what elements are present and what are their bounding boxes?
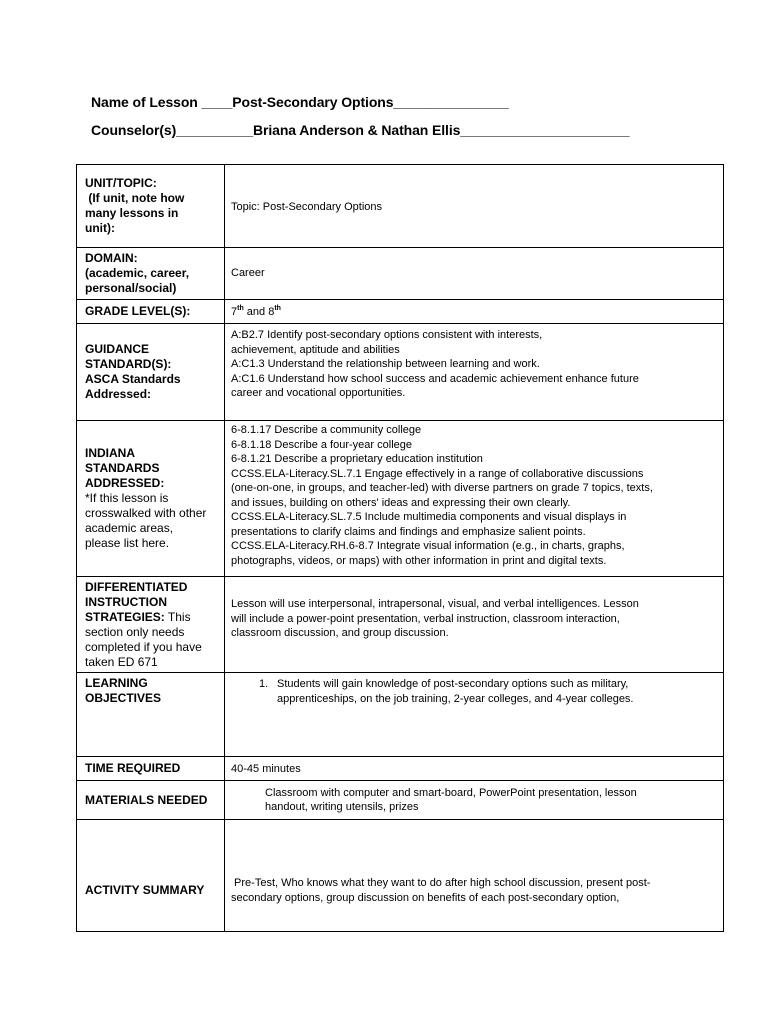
grade-sup: th — [274, 304, 281, 312]
domain-label-line: (academic, career, — [85, 266, 190, 280]
unit-label-line: many lessons in — [85, 206, 179, 220]
domain-text: Career — [231, 267, 265, 280]
indiana-line: and issues, building on others' ideas and expressing their own clearly. — [231, 496, 571, 509]
differentiated-label — [77, 577, 225, 673]
activity-line: secondary options, group discussion on benefits of each post-secondary option, — [231, 891, 620, 904]
indiana-line: 6-8.1.17 Describe a community college — [231, 424, 422, 436]
indiana-line: CCSS.ELA-Literacy.RH.6-8.7 Integrate visual information (e.g., in charts, graphs, — [231, 540, 625, 552]
differentiated-line: will include a power-point presentation, verbal instruction, classroom interaction, — [231, 612, 620, 625]
activity-line: Pre-Test, Who knows what they want to do after high school discussion, present post- — [231, 877, 651, 889]
indiana-note-line: crosswalked with other — [85, 506, 207, 520]
differentiated-line: classroom discussion, and group discussion. — [231, 627, 449, 639]
row-learning-objectives — [77, 673, 724, 757]
differentiated-value — [225, 577, 724, 673]
indiana-line: CCSS.ELA-Literacy.SL.7.5 Include multimedia components and visual displays in — [231, 511, 627, 523]
guidance-label-line: GUIDANCE — [85, 342, 150, 356]
indiana-line: CCSS.ELA-Literacy.SL.7.1 Engage effectively in a range of collaborative discussions — [231, 467, 644, 480]
unit-label-line: (If unit, note how — [85, 191, 185, 205]
guidance-line: career and vocational opportunities. — [231, 387, 406, 399]
row-time-required — [77, 757, 724, 781]
grade-level-label: GRADE LEVEL(S): — [77, 300, 225, 324]
objectives-label-line: LEARNING — [85, 676, 148, 690]
domain-label-line: personal/social) — [85, 281, 177, 295]
indiana-note-line: please list here. — [85, 536, 170, 550]
differentiated-note-line: section only needs — [85, 625, 185, 639]
lesson-name-line: Name of Lesson ____Post-Secondary Options_______________ — [91, 94, 509, 110]
row-unit-topic — [77, 165, 724, 248]
differentiated-line: Lesson will use interpersonal, intrapersonal, visual, and verbal intelligences. Lesson — [231, 598, 639, 610]
unit-topic-text: Topic: Post-Secondary Options — [231, 200, 383, 213]
objective-number: 1. — [259, 678, 269, 690]
indiana-line: (one-on-one, in groups, and teacher-led) with diverse partners on grade 7 topics, texts, — [231, 482, 653, 494]
differentiated-label-line: STRATEGIES: — [85, 610, 165, 624]
time-text: 40-45 minutes — [231, 762, 301, 775]
objective-item — [259, 677, 718, 706]
grade-sup: th — [237, 304, 244, 312]
objectives-label-line: OBJECTIVES — [85, 691, 162, 705]
domain-label — [77, 248, 225, 300]
objectives-value — [225, 673, 724, 757]
row-differentiated-instruction — [77, 577, 724, 673]
unit-topic-value — [225, 165, 724, 248]
differentiated-label-line: DIFFERENTIATED — [85, 580, 188, 594]
differentiated-note-line: taken ED 671 — [85, 655, 158, 669]
guidance-label-line: ASCA Standards — [85, 372, 181, 386]
row-guidance-standards — [77, 324, 724, 421]
objective-text: Students will gain knowledge of post-secondary options such as military, — [277, 678, 629, 690]
indiana-line: 6-8.1.18 Describe a four-year college — [231, 438, 412, 451]
grade-level-value — [225, 300, 724, 324]
objective-text: apprenticeships, on the job training, 2-year colleges, and 4-year colleges. — [277, 692, 634, 705]
materials-line: handout, writing utensils, prizes — [265, 801, 419, 813]
guidance-line: achievement, aptitude and abilities — [231, 343, 400, 356]
time-value — [225, 757, 724, 781]
row-indiana-standards — [77, 421, 724, 577]
materials-label: MATERIALS NEEDED — [77, 781, 225, 820]
activity-label: ACTIVITY SUMMARY — [77, 820, 225, 932]
indiana-value — [225, 421, 724, 577]
indiana-label — [77, 421, 225, 577]
indiana-line: 6-8.1.21 Describe a proprietary education institution — [231, 453, 483, 465]
guidance-line: A:C1.3 Understand the relationship between learning and work. — [231, 358, 540, 370]
guidance-label-line: Addressed: — [85, 387, 152, 401]
differentiated-note-line: completed if you have — [85, 640, 202, 654]
differentiated-note: This — [164, 610, 191, 624]
objectives-label — [77, 673, 225, 757]
grade-eighth: and 8 — [243, 305, 275, 318]
indiana-line: presentations to clarify claims and findings and emphasize salient points. — [231, 525, 586, 538]
guidance-value — [225, 324, 724, 421]
domain-value — [225, 248, 724, 300]
unit-label-line: unit): — [85, 221, 115, 235]
materials-value — [225, 781, 724, 820]
unit-label-line: UNIT/TOPIC: — [85, 176, 157, 190]
indiana-label-line: ADDRESSED: — [85, 476, 165, 490]
row-grade-level — [77, 300, 724, 324]
materials-line: Classroom with computer and smart-board, PowerPoint presentation, lesson — [265, 786, 637, 799]
activity-value — [225, 820, 724, 932]
indiana-note-line: academic areas, — [85, 521, 174, 535]
time-label: TIME REQUIRED — [77, 757, 225, 781]
grade-seventh: 7 — [231, 305, 238, 318]
row-materials-needed — [77, 781, 724, 820]
counselor-line: Counselor(s)__________Briana Anderson & Nathan Ellis______________________ — [91, 122, 630, 138]
indiana-label-line: STANDARDS — [85, 461, 160, 475]
differentiated-label-line: INSTRUCTION — [85, 595, 167, 609]
row-activity-summary — [77, 820, 724, 932]
domain-label-line: DOMAIN: — [85, 251, 138, 265]
row-domain — [77, 248, 724, 300]
indiana-note-line: *If this lesson is — [85, 491, 169, 505]
unit-topic-label — [77, 165, 225, 248]
indiana-line: photographs, videos, or maps) with other information in print and digital texts. — [231, 554, 607, 567]
guidance-line: A:B2.7 Identify post-secondary options consistent with interests, — [231, 329, 543, 341]
indiana-label-line: INDIANA — [85, 446, 135, 460]
lesson-plan-table — [76, 164, 724, 932]
guidance-line: A:C1.6 Understand how school success and academic achievement enhance future — [231, 372, 639, 385]
guidance-label-line: STANDARD(S): — [85, 357, 172, 371]
guidance-label — [77, 324, 225, 421]
